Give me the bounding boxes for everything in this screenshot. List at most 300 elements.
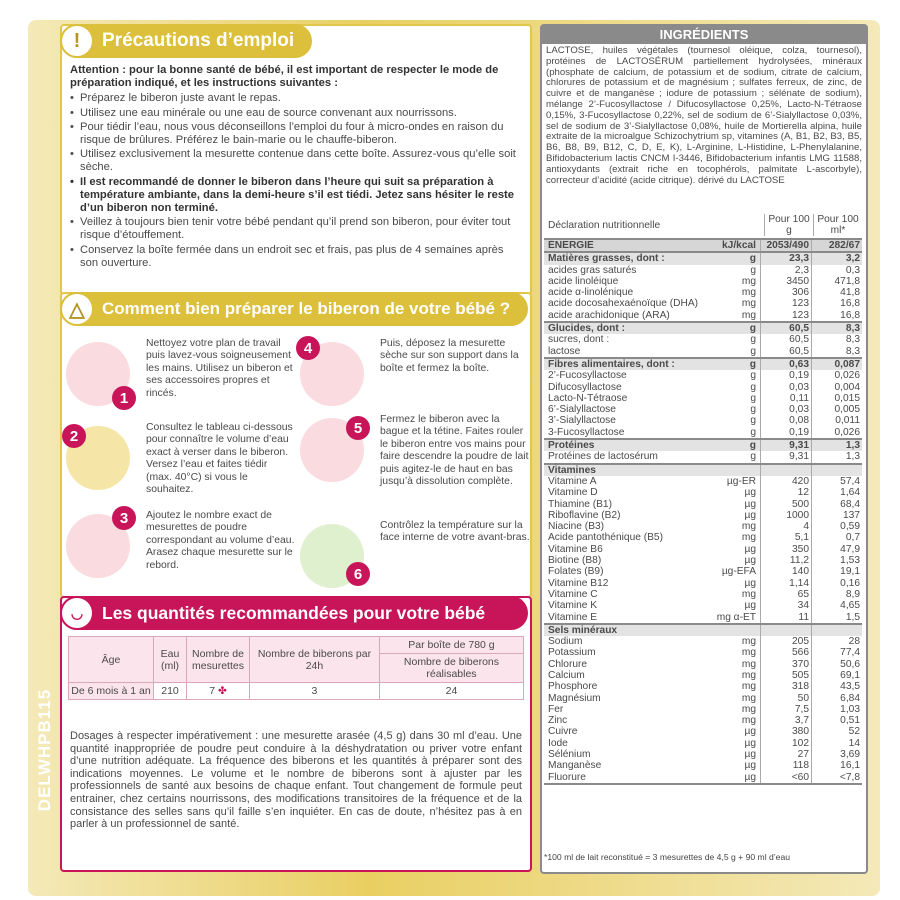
value-per-100g: 9,31 <box>760 451 811 462</box>
nutrition-row <box>544 298 862 309</box>
nutrient-label: Vitamine B12 <box>548 577 609 589</box>
quantities-title: Les quantités recommandées pour votre bébé <box>102 602 486 623</box>
value-per-100ml: 50,6 <box>811 659 862 670</box>
nutrient-unit: g <box>750 392 756 404</box>
nutrient-label: Sels minéraux <box>548 624 618 636</box>
nutrient-unit: g <box>750 370 756 382</box>
nutrition-row <box>544 476 862 487</box>
nutrition-group <box>544 359 862 440</box>
value-per-100ml: 19,1 <box>811 566 862 577</box>
preparation-panel <box>60 292 532 598</box>
nutrient-unit: µg <box>744 577 756 589</box>
nutrient-unit: g <box>750 264 756 276</box>
value-per-100g: 1000 <box>760 510 811 521</box>
nutrient-label: Sélénium <box>548 749 591 761</box>
nutrition-row <box>544 287 862 298</box>
nutrient-label: Phosphore <box>548 681 598 693</box>
value-per-100ml: 0,51 <box>811 715 862 726</box>
precautions-body <box>70 64 522 271</box>
quantities-panel <box>60 596 532 872</box>
nutrient-unit: µg <box>744 737 756 749</box>
nutrition-row <box>544 346 862 357</box>
bottle-icon: △ <box>60 292 94 326</box>
cell-age: De 6 mois à 1 an <box>69 683 154 700</box>
value-per-100ml: 77,4 <box>811 647 862 658</box>
nutrient-label: acide docosahexaénoïque (DHA) <box>548 298 699 310</box>
nutrient-label: Fluorure <box>548 771 586 783</box>
cell-possible: 24 <box>379 683 523 700</box>
value-per-100g: 5,1 <box>760 532 811 543</box>
value-per-100ml: 6,84 <box>811 693 862 704</box>
value-per-100g: 3,7 <box>760 715 811 726</box>
nutrient-unit: µg <box>744 771 756 783</box>
precaution-item: • Utilisez une eau minérale ou une eau de source convenant aux nourrissons. <box>70 107 522 120</box>
nutrition-row <box>544 404 862 415</box>
nutrition-row <box>544 415 862 426</box>
value-per-100g: 0,11 <box>760 393 811 404</box>
nutrient-label: Glucides, dont : <box>548 323 625 335</box>
value-per-100ml: 0,7 <box>811 532 862 543</box>
value-per-100g: 0,08 <box>760 415 811 426</box>
value-per-100ml <box>811 465 862 476</box>
nutrient-unit: g <box>750 404 756 416</box>
value-per-100g: 11 <box>760 612 811 623</box>
nutrition-row <box>544 726 862 737</box>
side-code: DELWHPB115 <box>35 688 54 812</box>
nutrition-row <box>544 370 862 381</box>
value-per-100ml: <7,8 <box>811 772 862 783</box>
nutrition-row <box>544 670 862 681</box>
nutrient-label: acide arachidonique (ARA) <box>548 309 670 321</box>
value-per-100ml: 16,1 <box>811 760 862 771</box>
precautions-intro: Attention : pour la bonne santé de bébé, il est important de respecter le mode de préparation indiqué, et les instructions suivantes : <box>70 64 499 90</box>
prep-step-4 <box>296 336 524 420</box>
prep-step-text: Consultez le tableau ci-dessous pour connaître le volume d’eau exact à verser dans le biberon. Versez l’eau et faites tiédir (max. 40°C) si vous le souhaitez. <box>146 422 293 496</box>
value-per-100ml: 1,53 <box>811 555 862 566</box>
nutrition-row <box>544 510 862 521</box>
col-scoops: Nombre de mesurettes <box>187 637 250 683</box>
nutrient-unit: g <box>750 426 756 438</box>
nutrition-row <box>544 772 862 783</box>
nutrient-label: Fibres alimentaires, dont : <box>548 358 675 370</box>
value-per-100g: 123 <box>760 310 811 321</box>
nutrition-group <box>544 625 862 785</box>
nutrition-col-100ml: Pour 100 ml* <box>813 214 862 236</box>
nutrient-unit: mg <box>741 658 756 670</box>
col-water: Eau (ml) <box>154 637 187 683</box>
value-per-100g: 9,31 <box>760 440 811 451</box>
value-per-100g: 118 <box>760 760 811 771</box>
nutrient-label: Protéines de lactosérum <box>548 451 658 463</box>
value-per-100ml: 1,3 <box>811 451 862 462</box>
value-per-100g: 380 <box>760 726 811 737</box>
value-per-100g: 0,19 <box>760 370 811 381</box>
nutrition-row <box>544 578 862 589</box>
value-per-100g: 420 <box>760 476 811 487</box>
nutrient-unit: µg <box>744 760 756 772</box>
bowl-icon: ◡ <box>60 596 94 630</box>
col-possible: Nombre de biberons réalisables <box>379 654 523 683</box>
nutrient-label: Calcium <box>548 669 585 681</box>
nutrition-row <box>544 487 862 498</box>
nutrient-label: Protéines <box>548 440 595 452</box>
value-per-100g: 4 <box>760 521 811 532</box>
nutrient-label: Lacto-N-Tétraose <box>548 392 628 404</box>
prep-step-text: Contrôlez la température sur la face interne de votre avant-bras. <box>380 520 530 544</box>
warning-icon: ! <box>60 24 94 58</box>
nutrition-row <box>544 760 862 771</box>
precaution-item: • Utilisez exclusivement la mesurette contenue dans cette boîte. Assurez-vous qu’elle soit sèche. <box>70 148 522 174</box>
value-per-100ml: 1,3 <box>811 440 862 451</box>
value-per-100ml: 3,2 <box>811 253 862 264</box>
nutrient-unit: g <box>749 440 756 452</box>
value-per-100ml: 47,9 <box>811 544 862 555</box>
nutrition-row <box>544 532 862 543</box>
step-number-badge: 2 <box>62 424 86 448</box>
precaution-item: • Veillez à toujours bien tenir votre bébé pendant qu’il prend son biberon, pour éviter tout risque d’étouffement. <box>70 216 522 242</box>
nutrition-row <box>544 589 862 600</box>
value-per-100ml: 8,3 <box>811 334 862 345</box>
nutrient-unit: mg <box>741 681 756 693</box>
nutrient-label: Vitamine E <box>548 611 598 623</box>
nutrition-table <box>544 212 862 785</box>
nutrient-label: Folates (B9) <box>548 566 604 578</box>
prep-step-text: Ajoutez le nombre exact de mesurettes de poudre correspondant au volume d’eau. Arasez chaque mesurette sur le rebord. <box>146 510 295 571</box>
value-per-100ml: 28 <box>811 636 862 647</box>
nutrient-label: Riboflavine (B2) <box>548 509 621 521</box>
nutrient-unit: g <box>749 358 756 370</box>
nutrient-unit: mg <box>741 588 756 600</box>
nutrient-label: Manganèse <box>548 760 602 772</box>
value-per-100ml: 52 <box>811 726 862 737</box>
nutrition-row <box>544 393 862 404</box>
nutrient-label: Vitamine C <box>548 588 598 600</box>
value-per-100ml: 57,4 <box>811 476 862 487</box>
value-per-100g: <60 <box>760 772 811 783</box>
nutrient-unit: g <box>750 345 756 357</box>
nutrient-label: Difucosyllactose <box>548 381 622 393</box>
nutrient-label: Niacine (B3) <box>548 521 605 533</box>
nutrition-col-100g: Pour 100 g <box>764 214 813 236</box>
nutrition-row <box>544 749 862 760</box>
nutrition-group-heading <box>544 323 862 334</box>
nutrition-row <box>544 738 862 749</box>
nutrition-row <box>544 544 862 555</box>
nutrition-row <box>544 659 862 670</box>
nutrient-unit: g <box>749 253 756 265</box>
preparation-title: Comment bien préparer le biberon de votre bébé ? <box>102 299 511 318</box>
nutrient-unit: mg <box>741 532 756 544</box>
nutrient-label: Thiamine (B1) <box>548 498 612 510</box>
nutrient-unit <box>710 465 760 476</box>
nutrient-label: 2’-Fucosyllactose <box>548 370 627 382</box>
value-per-100ml: 0,026 <box>811 427 862 438</box>
value-per-100g: 370 <box>760 659 811 670</box>
step-number-badge: 5 <box>346 416 370 440</box>
value-per-100ml: 68,4 <box>811 499 862 510</box>
prep-step-3 <box>62 508 295 592</box>
nutrition-row <box>544 276 862 287</box>
nutrition-row <box>544 427 862 438</box>
value-per-100g: 7,5 <box>760 704 811 715</box>
nutrient-unit <box>710 625 760 636</box>
dosage-text: Dosages à respecter impérativement : une mesurette arasée (4,5 g) dans 30 ml d’eau. Une quantité inappropriée de poudre peut conduire à la déshydratation ou priver votre enfant d’une nutrition adéquate. La fréquence des biberons et les quantités à préparer sont des indications moyennes. Le volume et le nombre de biberons sont à ajuster par les professionnels de santé aux besoins de chaque enfant. Tout changement de formule peut entrainer, chez certains nourrissons, des modifications transitoires de la fréquence et de la consistance des selles sans qu’il faille s’en inquiéter. En cas de doute, n’hésitez pas à en parler à un professionnel de santé. <box>70 730 522 831</box>
nutrition-row <box>544 521 862 532</box>
nutrient-unit: mg <box>741 298 756 310</box>
nutrition-groups <box>544 253 862 785</box>
nutrient-label: acide linoléique <box>548 275 619 287</box>
nutrient-label: Zinc <box>548 715 568 727</box>
nutrient-unit: g <box>750 451 756 463</box>
energy-row: ÉNERGIE kJ/kcal 2053/490 282/67 <box>544 240 862 251</box>
value-per-100g <box>760 465 811 476</box>
nutrient-unit: g <box>750 415 756 427</box>
nutrient-unit: µg <box>744 509 756 521</box>
precautions-title-pill <box>60 24 312 58</box>
precaution-item: • Préparez le biberon juste avant le repas. <box>70 92 522 105</box>
value-per-100ml: 4,65 <box>811 600 862 611</box>
nutrient-unit: mg <box>741 521 756 533</box>
value-per-100ml: 41,8 <box>811 287 862 298</box>
scoop-icon: ✤ <box>217 685 227 697</box>
cell-scoops: 7 ✤ <box>187 683 250 700</box>
nutrient-unit: µg-EFA <box>721 566 756 578</box>
value-per-100g: 34 <box>760 600 811 611</box>
nutrient-label: acides gras saturés <box>548 264 637 276</box>
value-per-100ml: 1,03 <box>811 704 862 715</box>
value-per-100ml: 0,3 <box>811 265 862 276</box>
ingredients-panel <box>540 24 868 874</box>
nutrient-unit: µg <box>744 600 756 612</box>
value-per-100g: 60,5 <box>760 323 811 334</box>
preparation-title-pill <box>60 292 528 326</box>
nutrient-unit: g <box>750 381 756 393</box>
value-per-100g: 0,03 <box>760 404 811 415</box>
value-per-100g: 27 <box>760 749 811 760</box>
nutrient-label: Sodium <box>548 636 583 648</box>
nutrition-group-heading <box>544 440 862 451</box>
nutrient-label: 6’-Sialyllactose <box>548 404 616 416</box>
value-per-100ml: 0,005 <box>811 404 862 415</box>
value-per-100g: 102 <box>760 738 811 749</box>
nutrient-label: Vitamine D <box>548 487 598 499</box>
nutrition-row <box>544 555 862 566</box>
col-per-box: Par boîte de 780 g <box>379 637 523 654</box>
nutrition-group-heading <box>544 359 862 370</box>
value-per-100ml: 1,64 <box>811 487 862 498</box>
nutrition-header-label: Déclaration nutritionnelle <box>548 219 661 231</box>
value-per-100g: 0,63 <box>760 359 811 370</box>
nutrition-row <box>544 636 862 647</box>
nutrient-label: Fer <box>548 703 564 715</box>
nutrient-unit: µg <box>744 487 756 499</box>
value-per-100ml: 0,015 <box>811 393 862 404</box>
nutrition-row <box>544 600 862 611</box>
precaution-item: • Pour tiédir l’eau, nous vous déconseillons l’emploi du four à micro-ondes en raison du risque de brûlures. Préférez le bain-marie ou le chauffe-biberon. <box>70 121 522 147</box>
value-per-100g: 500 <box>760 499 811 510</box>
nutrient-label: Acide pantothénique (B5) <box>548 532 663 544</box>
nutrient-unit: µg <box>744 498 756 510</box>
ingredients-text: LACTOSE, huiles végétales (tournesol oléique, colza, tournesol), protéines de LACTOSÉRUM partiellement hydrolysées, minéraux (phosphate de calcium, de potassium et de sodium, citrate de calcium, chlorures de potassium et de magnésium ; sulfates ferreux, de zinc, de cuivre et de manganèse ; iodure de potassium ; sélénate de sodium), mélange 2’-Fucosyllactose / Difucosyllactose 0,25%, Lacto-N-Tétraose 0,15%, 3-Fucosyllactose 0,22%, sel de sodium de 6’-Sialyllactose 0,03%, sel de sodium de 3’-Sialyllactose 0,08%, huile de Mortierella alpina, huile extraite de la microalgue Schizochytrium sp, vitamines (A, B1, B2, B3, B5, B6, B8, B9, B12, C, D, E, K), L-Arginine, L-Histidine, L-Phenylalanine, Bifidobacterium lactis CNCM I-3446, Bifidobacterium infantis LMG 11588, antioxydants (extrait riche en tocophérols, palmitate L-ascorbyle), correcteur d’acidité (acide citrique). dérivé du LACTOSE <box>546 45 862 186</box>
quantities-title-pill <box>60 596 528 630</box>
nutrition-footnote: *100 ml de lait reconstitué = 3 mesurettes de 4,5 g + 90 ml d’eau <box>544 852 791 862</box>
precaution-item: • Conservez la boîte fermée dans un endroit sec et frais, pas plus de 4 semaines après son ouverture. <box>70 244 522 270</box>
nutrient-unit: mg <box>741 275 756 287</box>
value-per-100ml: 3,69 <box>811 749 862 760</box>
nutrient-unit: mg <box>741 309 756 321</box>
nutrient-label: sucres, dont : <box>548 334 610 346</box>
nutrition-row <box>544 715 862 726</box>
value-per-100g: 3450 <box>760 276 811 287</box>
nutrition-row <box>544 310 862 321</box>
value-per-100g: 350 <box>760 544 811 555</box>
value-per-100ml: 471,8 <box>811 276 862 287</box>
cell-bottles: 3 <box>250 683 380 700</box>
nutrient-unit: µg-ER <box>726 475 756 487</box>
prep-step-1 <box>62 336 293 420</box>
precautions-title: Précautions d’emploi <box>102 30 295 51</box>
nutrient-label: Matières grasses, dont : <box>548 253 665 265</box>
nutrient-unit: mg <box>741 715 756 727</box>
value-per-100ml: 0,59 <box>811 521 862 532</box>
step-number-badge: 1 <box>112 386 136 410</box>
nutrient-label: acide α-linolénique <box>548 287 634 299</box>
value-per-100ml: 8,9 <box>811 589 862 600</box>
nutrition-row <box>544 265 862 276</box>
nutrition-group-heading <box>544 625 862 636</box>
nutrition-header <box>544 212 862 240</box>
nutrient-unit: g <box>750 334 756 346</box>
nutrition-row <box>544 681 862 692</box>
value-per-100g: 2,3 <box>760 265 811 276</box>
nutrition-row <box>544 612 862 623</box>
value-per-100ml <box>811 625 862 636</box>
nutrient-unit: mg <box>741 669 756 681</box>
nutrient-label: Iode <box>548 737 568 749</box>
value-per-100g: 123 <box>760 298 811 309</box>
nutrient-label: Chlorure <box>548 658 588 670</box>
value-per-100g: 505 <box>760 670 811 681</box>
prep-step-2 <box>62 420 293 504</box>
nutrition-row <box>544 382 862 393</box>
value-per-100ml: 0,011 <box>811 415 862 426</box>
nutrient-label: Potassium <box>548 647 596 659</box>
value-per-100ml: 0,026 <box>811 370 862 381</box>
value-per-100g: 23,3 <box>760 253 811 264</box>
value-per-100g: 65 <box>760 589 811 600</box>
col-age: Âge <box>69 637 154 683</box>
nutrient-label: Vitamine A <box>548 475 597 487</box>
value-per-100g: 0,03 <box>760 382 811 393</box>
nutrient-label: Vitamine B6 <box>548 543 603 555</box>
nutrient-unit: µg <box>744 726 756 738</box>
nutrient-unit: mg <box>741 703 756 715</box>
precautions-list <box>70 92 522 270</box>
nutrition-row <box>544 704 862 715</box>
nutrient-unit: mg α-ET <box>716 611 756 623</box>
value-per-100ml: 0,16 <box>811 578 862 589</box>
nutrient-unit: µg <box>744 749 756 761</box>
value-per-100g: 1,14 <box>760 578 811 589</box>
precautions-panel <box>60 24 532 296</box>
value-per-100g <box>760 625 811 636</box>
step-number-badge: 3 <box>112 506 136 530</box>
value-per-100ml: 0,004 <box>811 382 862 393</box>
step-number-badge: 6 <box>346 562 370 586</box>
nutrient-label: Vitamine K <box>548 600 598 612</box>
nutrient-label: 3-Fucosyllactose <box>548 426 625 438</box>
nutrient-unit: µg <box>744 543 756 555</box>
cell-water: 210 <box>154 683 187 700</box>
value-per-100g: 566 <box>760 647 811 658</box>
nutrient-label: Biotine (B8) <box>548 555 602 567</box>
nutrient-unit: mg <box>741 287 756 299</box>
value-per-100g: 12 <box>760 487 811 498</box>
value-per-100g: 205 <box>760 636 811 647</box>
nutrient-label: lactose <box>548 345 581 357</box>
energy-row-group <box>544 240 862 253</box>
nutrient-label: Magnésium <box>548 692 601 704</box>
nutrient-unit: mg <box>741 647 756 659</box>
nutrition-group-heading <box>544 253 862 264</box>
nutrient-label: Cuivre <box>548 726 578 738</box>
ingredients-title: INGRÉDIENTS <box>542 26 866 44</box>
prep-step-text: Puis, déposez la mesurette sèche sur son support dans la boîte et fermez la boîte. <box>380 338 519 374</box>
nutrition-row <box>544 451 862 462</box>
prep-step-5 <box>296 412 529 496</box>
value-per-100g: 60,5 <box>760 334 811 345</box>
nutrient-label: Vitamines <box>548 464 596 476</box>
nutrient-unit: mg <box>741 636 756 648</box>
value-per-100g: 140 <box>760 566 811 577</box>
nutrition-row <box>544 647 862 658</box>
value-per-100g: 306 <box>760 287 811 298</box>
precaution-item: • Il est recommandé de donner le biberon dans l’heure qui suit sa préparation à température ambiante, dans la demi-heure s’il est tiédi. Jetez sans hésiter le reste d’un biberon non terminé. <box>70 176 522 216</box>
nutrient-unit: g <box>749 323 756 335</box>
nutrition-group <box>544 253 862 323</box>
prep-step-6 <box>296 518 530 602</box>
nutrition-group-heading <box>544 465 862 476</box>
value-per-100ml: 0,087 <box>811 359 862 370</box>
nutrition-row <box>544 499 862 510</box>
value-per-100g: 11,2 <box>760 555 811 566</box>
nutrient-unit: µg <box>744 555 756 567</box>
value-per-100g: 318 <box>760 681 811 692</box>
value-per-100ml: 1,5 <box>811 612 862 623</box>
nutrition-group <box>544 465 862 625</box>
nutrient-label: 3’-Sialyllactose <box>548 415 616 427</box>
col-bottles: Nombre de biberons par 24h <box>250 637 380 683</box>
nutrient-unit: mg <box>741 692 756 704</box>
value-per-100ml: 8,3 <box>811 323 862 334</box>
value-per-100g: 60,5 <box>760 346 811 357</box>
value-per-100ml: 8,3 <box>811 346 862 357</box>
value-per-100ml: 16,8 <box>811 310 862 321</box>
nutrition-row <box>544 566 862 577</box>
value-per-100ml: 43,5 <box>811 681 862 692</box>
value-per-100g: 50 <box>760 693 811 704</box>
quantities-table <box>68 636 524 700</box>
nutrition-row <box>544 334 862 345</box>
prep-step-text: Fermez le biberon avec la bague et la tétine. Faites rouler le biberon entre vos mains pour faire descendre la poudre de lait puis agitez-le de haut en bas jusqu’à dissolution complète. <box>380 414 529 488</box>
step-number-badge: 4 <box>296 336 320 360</box>
prep-step-text: Nettoyez votre plan de travail puis lavez-vous soigneusement les mains. Utilisez un biberon et ses accessoires propres et rincés. <box>146 338 293 399</box>
value-per-100ml: 16,8 <box>811 298 862 309</box>
value-per-100ml: 14 <box>811 738 862 749</box>
value-per-100ml: 69,1 <box>811 670 862 681</box>
nutrition-group <box>544 323 862 359</box>
value-per-100ml: 137 <box>811 510 862 521</box>
